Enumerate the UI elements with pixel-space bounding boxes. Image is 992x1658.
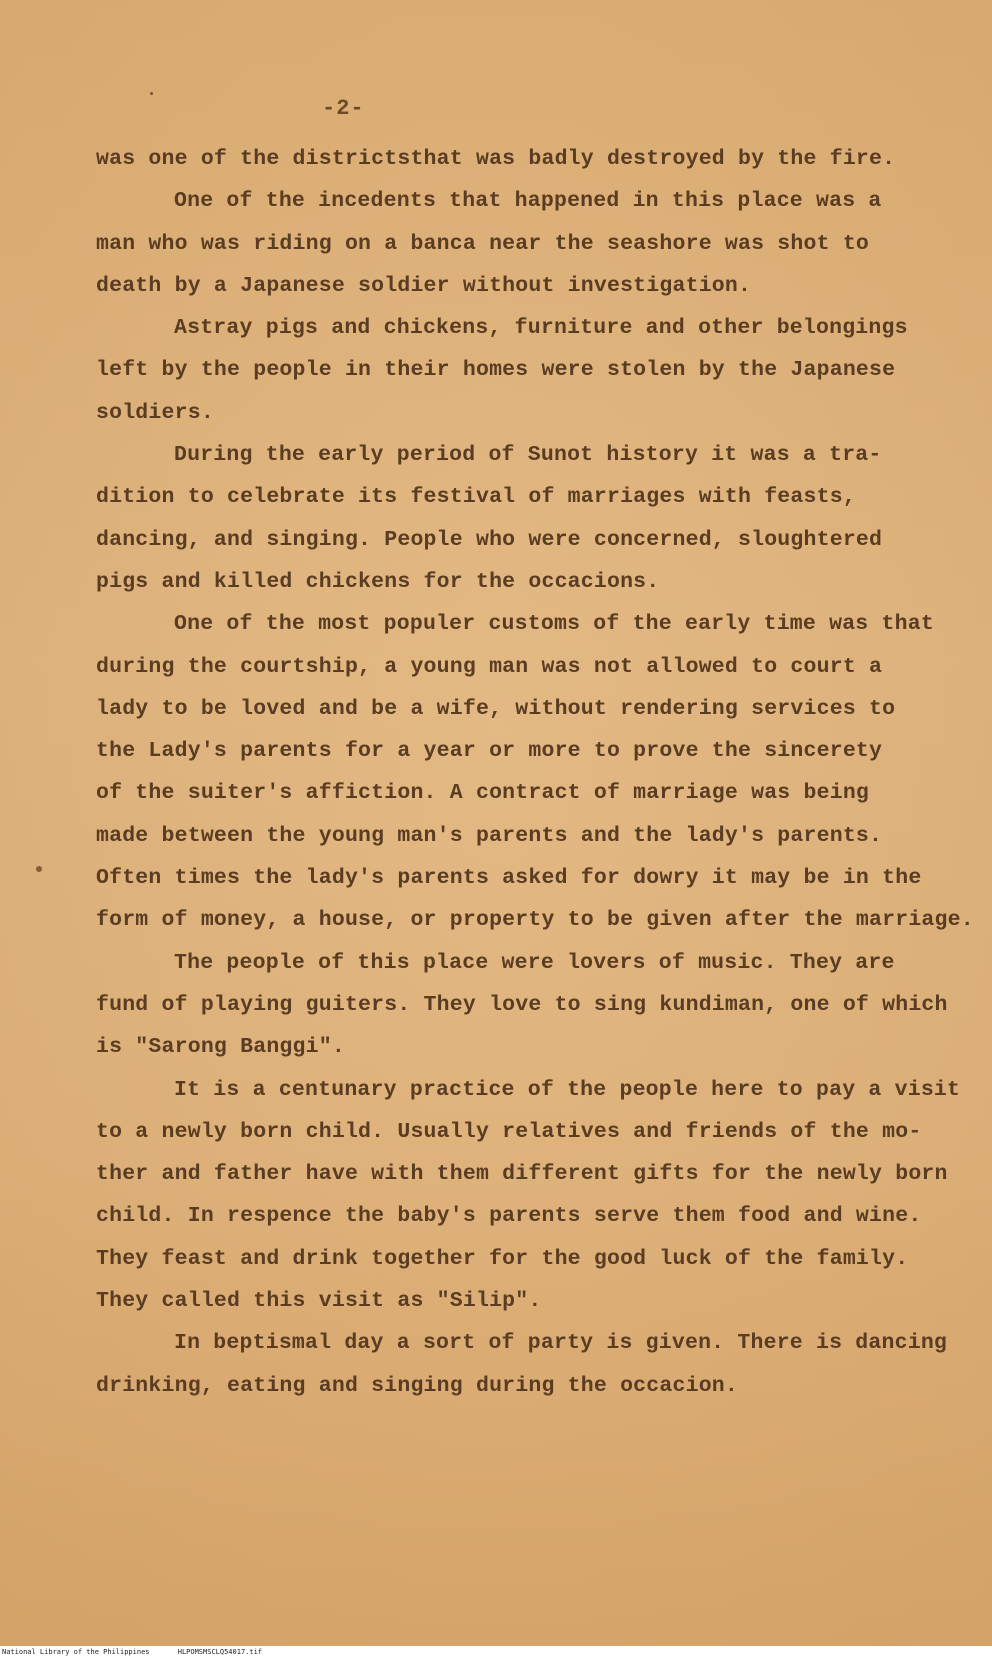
text-line: One of the most populer customs of the early time was that xyxy=(174,612,934,637)
text-line: The people of this place were lovers of music. They are xyxy=(174,950,895,975)
footer-filename: HLPOMSMSCLQ54017.tif xyxy=(177,1648,263,1656)
text-line: During the early period of Sunot history it was a tra- xyxy=(174,443,882,468)
text-line: Astray pigs and chickens, furniture and other belongings xyxy=(174,316,908,341)
scan-footer xyxy=(0,1646,992,1658)
text-line: pigs and killed chickens for the occacions. xyxy=(96,569,660,594)
page-number: -2- xyxy=(322,96,365,121)
text-line: left by the people in their homes were stolen by the Japanese xyxy=(96,358,896,383)
text-line: dancing, and singing. People who were concerned, sloughtered xyxy=(96,527,883,552)
text-line: fund of playing guiters. They love to sing kundiman, one of which xyxy=(96,992,948,1017)
text-line: form of money, a house, or property to be given after the marriage. xyxy=(96,908,974,933)
text-line: drinking, eating and singing during the occacion. xyxy=(96,1373,739,1398)
text-line: is "Sarong Banggi". xyxy=(96,1035,345,1060)
text-line: the Lady's parents for a year or more to prove the sincerety xyxy=(96,739,883,764)
text-line: One of the incedents that happened in this place was a xyxy=(174,189,882,214)
text-line: child. In respence the baby's parents serve them food and wine. xyxy=(96,1204,922,1229)
text-line: soldiers. xyxy=(96,400,214,425)
text-line: They called this visit as "Silip". xyxy=(96,1289,542,1314)
text-line: to a newly born child. Usually relatives and friends of the mo- xyxy=(96,1119,922,1144)
text-line: Often times the lady's parents asked for dowry it may be in the xyxy=(96,866,922,891)
text-line: They feast and drink together for the good luck of the family. xyxy=(96,1246,909,1271)
text-line: of the suiter's affiction. A contract of marriage was being xyxy=(96,781,870,806)
text-line: In beptismal day a sort of party is given. There is dancing xyxy=(174,1331,948,1356)
footer-library: National Library of the Philippines xyxy=(2,1648,150,1656)
text-line: made between the young man's parents and the lady's parents. xyxy=(96,823,883,848)
text-line: death by a Japanese soldier without investigation. xyxy=(96,273,752,298)
punch-mark xyxy=(36,866,42,872)
text-line: lady to be loved and be a wife, without rendering services to xyxy=(96,696,896,721)
ink-speck xyxy=(150,92,153,95)
body-text xyxy=(96,138,974,1407)
text-line: during the courtship, a young man was not allowed to court a xyxy=(96,654,883,679)
text-line: man who was riding on a banca near the seashore was shot to xyxy=(96,231,870,256)
text-line: was one of the districtsthat was badly destroyed by the fire. xyxy=(96,147,896,171)
text-line: ther and father have with them different gifts for the newly born xyxy=(96,1162,948,1187)
text-line: It is a centunary practice of the people here to pay a visit xyxy=(174,1077,961,1102)
text-line: dition to celebrate its festival of marriages with feasts, xyxy=(96,485,856,510)
